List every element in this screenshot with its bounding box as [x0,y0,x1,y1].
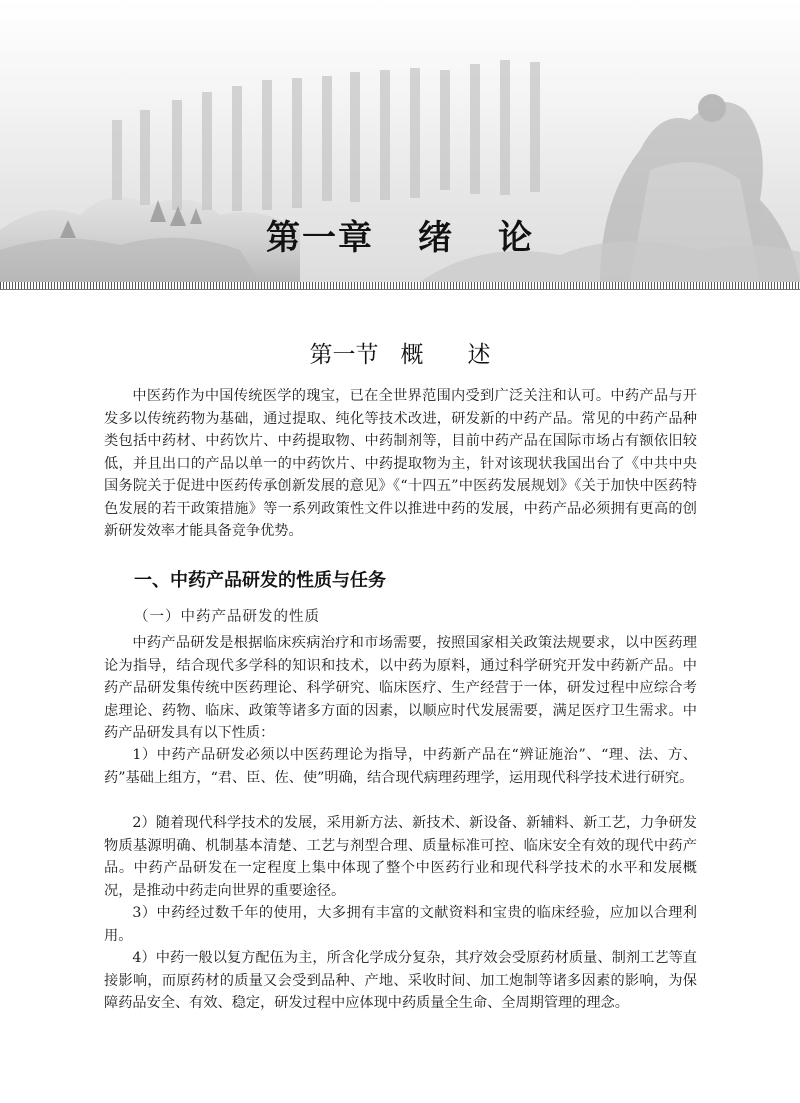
divider-line [0,289,800,290]
section-title-char-2: 述 [467,342,491,368]
chapter-title-char-2: 论 [498,218,534,258]
chapter-title-char-1: 绪 [418,218,454,258]
heading-level-1: 一、中药产品研发的性质与任务 [134,570,386,591]
section-number: 第一节 [309,342,379,368]
list-item-3: 3）中药经过数千年的使用，大多拥有丰富的文献资料和宝贵的临床经验，应加以合理利用。 [104,905,697,944]
heading-level-2: （一）中药产品研发的性质 [134,609,320,625]
body-paragraph: 中药产品研发是根据临床疾病治疗和市场需要，按照国家相关政策法规要求，以中医药理论为指导，结合现代多学科的知识和技术，以中药为原料，通过科学研究开发中药新产品。中药产品研发集传统中医药理论、科学研究、临床医疗、生产经营于一体，研发过程中应综合考虑理论、药物、临床、政策等诸多方面的因素，以顺应时代发展需要，满足医疗卫生需求。中药产品研发具有以下性质： [104,635,697,741]
chapter-title [0,210,800,259]
section-title-char-1: 概 [400,342,424,368]
list-item-2: 2）随着现代科学技术的发展，采用新方法、新技术、新设备、新辅料、新工艺，力争研发物质基源明确、机制基本清楚、工艺与剂型合理、质量标准可控、临床安全有效的现代中药产品。中药产品研发在一定程度上集中体现了整个中医药行业和现代科学技术的水平和发展概况，是推动中药走向世界的重要途径。 [104,815,697,899]
intro-paragraph: 中医药作为中国传统医学的瑰宝，已在全世界范围内受到广泛关注和认可。中药产品与开发多以传统药物为基础，通过提取、纯化等技术改进，研发新的中药产品。常见的中药产品种类包括中药材、中药饮片、中药提取物、中药制剂等，目前中药产品在国际市场占有额依旧较低，并且出口的产品以单一的中药饮片、中药提取物为主，针对该现状我国出台了《中共中央国务院关于促进中医药传承创新发展的意见》《“十四五”中医药发展规划》《关于加快中医药特色发展的若干政策措施》等一系列政策性文件以推进中药的发展，中药产品必须拥有更高的创新研发效率才能具备竞争优势。 [104,388,697,539]
chapter-number: 第一章 [266,218,374,258]
list-item-1: 1）中药产品研发必须以中医药理论为指导，中药新产品在“辨证施治”、“理、法、方、药”基础上组方，“君、臣、佐、使”明确，结合现代病理药理学，运用现代科学技术进行研究。 [104,747,697,786]
list-item-4: 4）中药一般以复方配伍为主，所含化学成分复杂，其疗效会受原药材质量、制剂工艺等直接影响，而原药材的质量又会受到品种、产地、采收时间、加工炮制等诸多因素的影响，为保障药品安全、有效、稳定，研发过程中应体现中药质量全生命、全周期管理的理念。 [104,950,697,1011]
section-title [0,336,800,369]
